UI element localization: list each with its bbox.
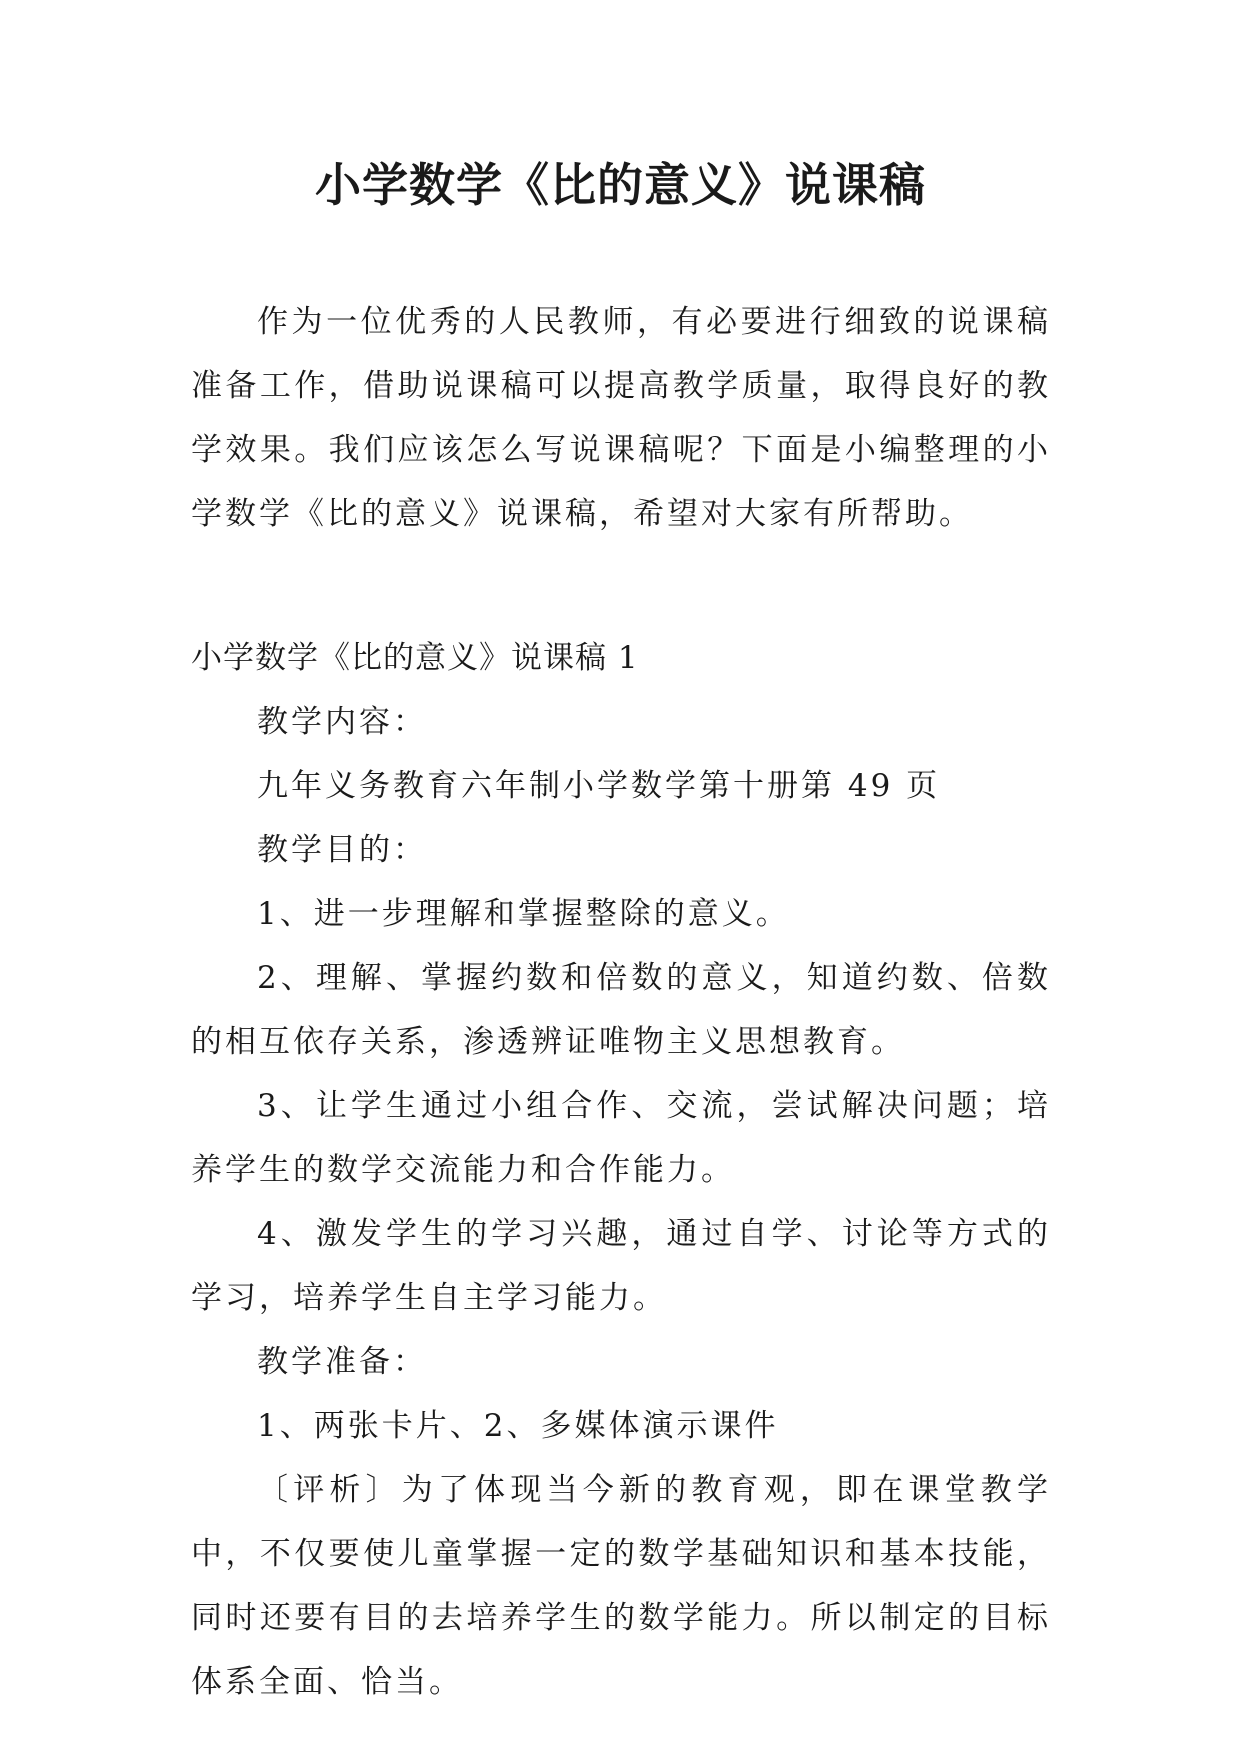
paragraph-goal-3: 3、让学生通过小组合作、交流，尝试解决问题；培养学生的数学交流能力和合作能力。: [191, 1088, 1051, 1188]
paragraph-goal-2: 2、理解、掌握约数和倍数的意义，知道约数、倍数的相互依存关系，渗透辨证唯物主义思想教育。: [191, 960, 1051, 1060]
paragraph-goal-1: 1、进一步理解和掌握整除的意义。: [257, 896, 790, 932]
paragraph-teaching-goals-label: 教学目的：: [257, 832, 427, 868]
paragraph-preparation: 1、两张卡片、2、多媒体演示课件: [257, 1408, 779, 1444]
paragraph-goal-4: 4、激发学生的学习兴趣，通过自学、讨论等方式的学习，培养学生自主学习能力。: [191, 1216, 1051, 1316]
paragraph-teaching-content-label: 教学内容：: [257, 704, 427, 740]
paragraph-commentary: 〔评析〕为了体现当今新的教育观，即在课堂教学中，不仅要使儿童掌握一定的数学基础知识和基本技能，同时还要有目的去培养学生的数学能力。所以制定的目标体系全面、恰当。: [191, 1472, 1051, 1700]
paragraph-teaching-content: 九年义务教育六年制小学数学第十册第 49 页: [257, 768, 941, 804]
page-title: 小学数学《比的意义》说课稿: [315, 158, 926, 212]
section-heading: 小学数学《比的意义》说课稿 1: [191, 640, 639, 676]
document-body: [191, 290, 1051, 1714]
paragraph-preparation-label: 教学准备：: [257, 1344, 427, 1380]
intro-paragraph: 作为一位优秀的人民教师，有必要进行细致的说课稿准备工作，借助说课稿可以提高教学质量，取得良好的教学效果。我们应该怎么写说课稿呢？下面是小编整理的小学数学《比的意义》说课稿，希望对大家有所帮助。: [191, 304, 1051, 532]
